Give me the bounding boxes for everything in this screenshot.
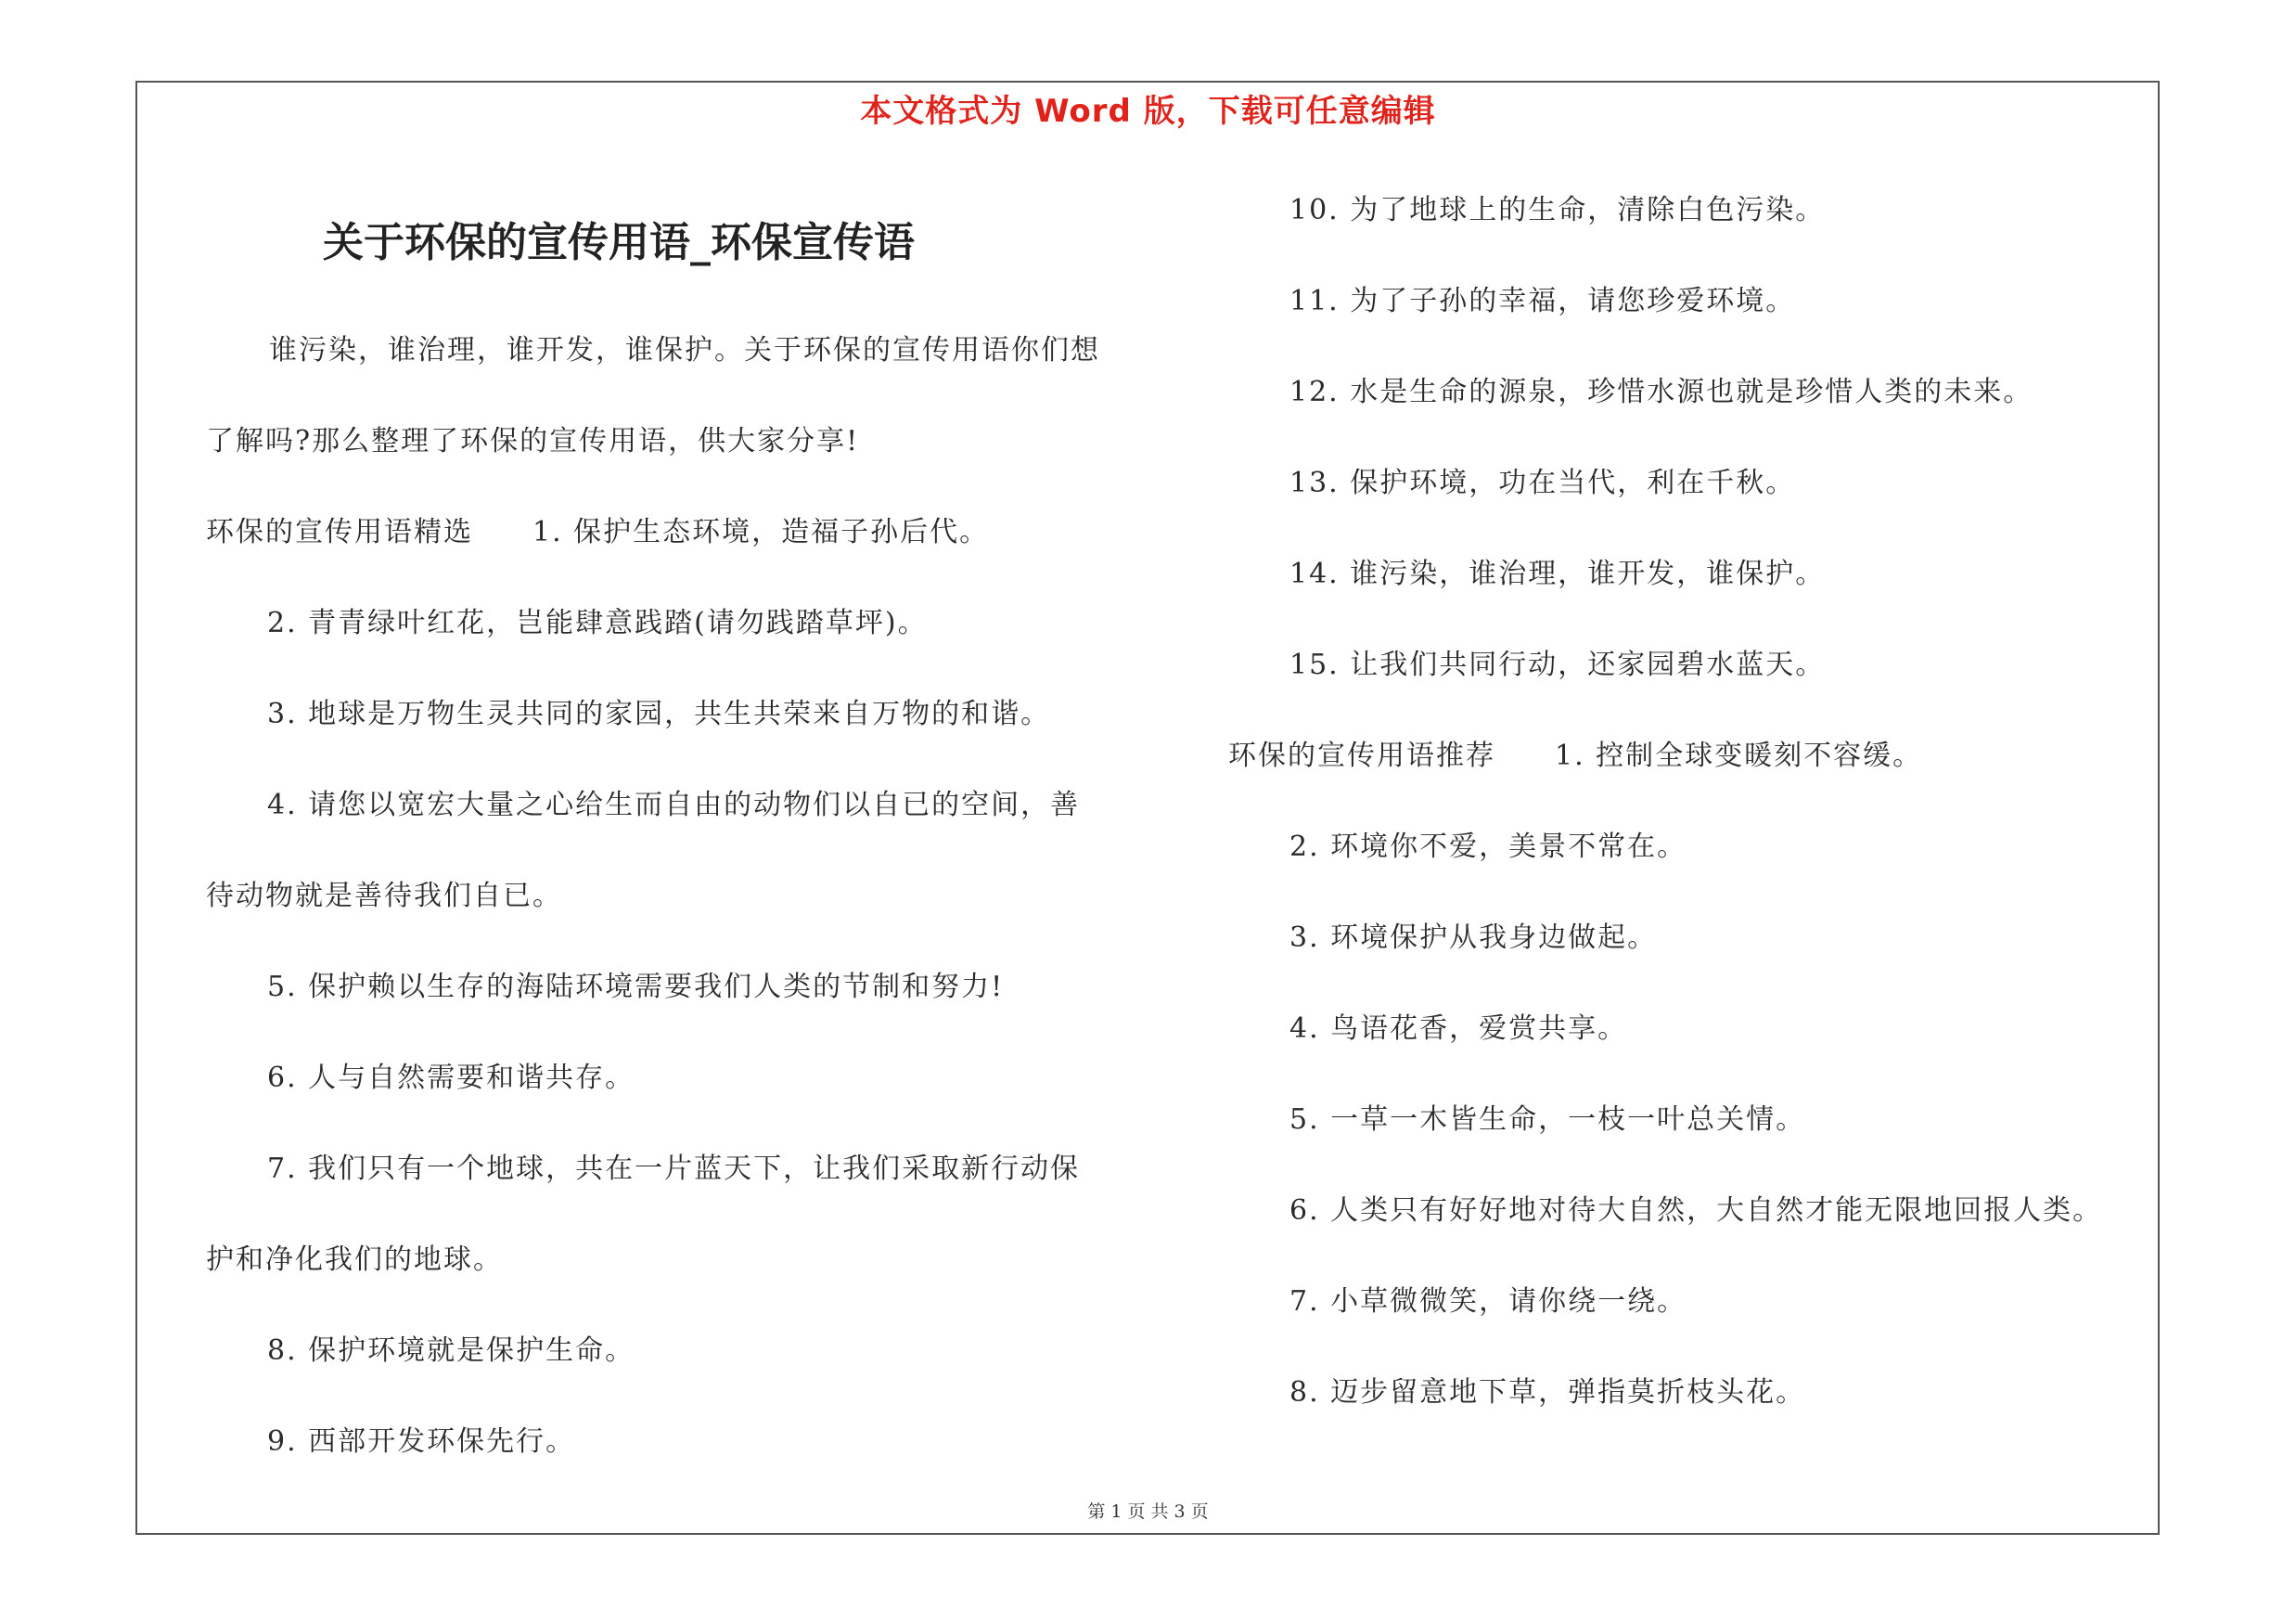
left-paragraph-line: 了解吗?那么整理了环保的宣传用语，供大家分享! bbox=[206, 425, 860, 457]
left-list-item: 7. 我们只有一个地球，共在一片蓝天下，让我们采取新行动保 bbox=[267, 1153, 1081, 1185]
left-list-item: 6. 人与自然需要和谐共存。 bbox=[267, 1062, 635, 1094]
left-list-item: 9. 西部开发环保先行。 bbox=[267, 1425, 576, 1458]
left-list-item: 5. 保护赖以生存的海陆环境需要我们人类的节制和努力! bbox=[267, 971, 1005, 1003]
left-list-item: 8. 保护环境就是保护生命。 bbox=[267, 1334, 635, 1367]
right-list-item: 8. 迈步留意地下草，弹指莫折枝头花。 bbox=[1289, 1376, 1806, 1409]
right-list-item: 11. 为了子孙的幸福，请您珍爱环境。 bbox=[1289, 285, 1796, 317]
right-list-item: 3. 环境保护从我身边做起。 bbox=[1289, 921, 1658, 954]
page-number: 第 1 页 共 3 页 bbox=[1087, 1501, 1209, 1522]
right-list-item: 10. 为了地球上的生命，清除白色污染。 bbox=[1289, 194, 1826, 226]
left-list-item: 2. 青青绿叶红花，岂能肆意践踏(请勿践踏草坪)。 bbox=[267, 607, 928, 639]
right-list-item: 7. 小草微微笑，请你绕一绕。 bbox=[1289, 1285, 1687, 1318]
section-heading-line: 环保的宣传用语推荐 1. 控制全球变暖刻不容缓。 bbox=[1228, 740, 1923, 772]
right-list-item: 5. 一草一木皆生命，一枝一叶总关情。 bbox=[1289, 1103, 1806, 1136]
right-list-item: 2. 环境你不爱，美景不常在。 bbox=[1289, 831, 1687, 863]
left-list-item-continuation: 待动物就是善待我们自已。 bbox=[206, 880, 562, 912]
right-list-item: 15. 让我们共同行动，还家园碧水蓝天。 bbox=[1289, 649, 1826, 681]
left-paragraph-line: 谁污染，谁治理，谁开发，谁保护。关于环保的宣传用语你们想 bbox=[269, 334, 1100, 367]
left-list-item: 3. 地球是万物生灵共同的家园，共生共荣来自万物的和谐。 bbox=[267, 698, 1051, 730]
left-list-item-continuation: 护和净化我们的地球。 bbox=[206, 1243, 503, 1276]
format-banner: 本文格式为 Word 版，下载可任意编辑 bbox=[860, 93, 1436, 130]
right-list-item: 4. 鸟语花香，爱赏共享。 bbox=[1289, 1012, 1628, 1045]
document-title: 关于环保的宣传用语_环保宣传语 bbox=[323, 219, 915, 266]
left-list-item: 4. 请您以宽宏大量之心给生而自由的动物们以自已的空间，善 bbox=[267, 789, 1081, 821]
right-list-item: 6. 人类只有好好地对待大自然，大自然才能无限地回报人类。 bbox=[1289, 1194, 2103, 1227]
right-list-item: 14. 谁污染，谁治理，谁开发，谁保护。 bbox=[1289, 558, 1826, 590]
section-heading-line: 环保的宣传用语精选 1. 保护生态环境，造福子孙后代。 bbox=[206, 516, 990, 548]
right-list-item: 12. 水是生命的源泉，珍惜水源也就是珍惜人类的未来。 bbox=[1289, 376, 2033, 408]
right-list-item: 13. 保护环境，功在当代，利在千秋。 bbox=[1289, 467, 1796, 499]
